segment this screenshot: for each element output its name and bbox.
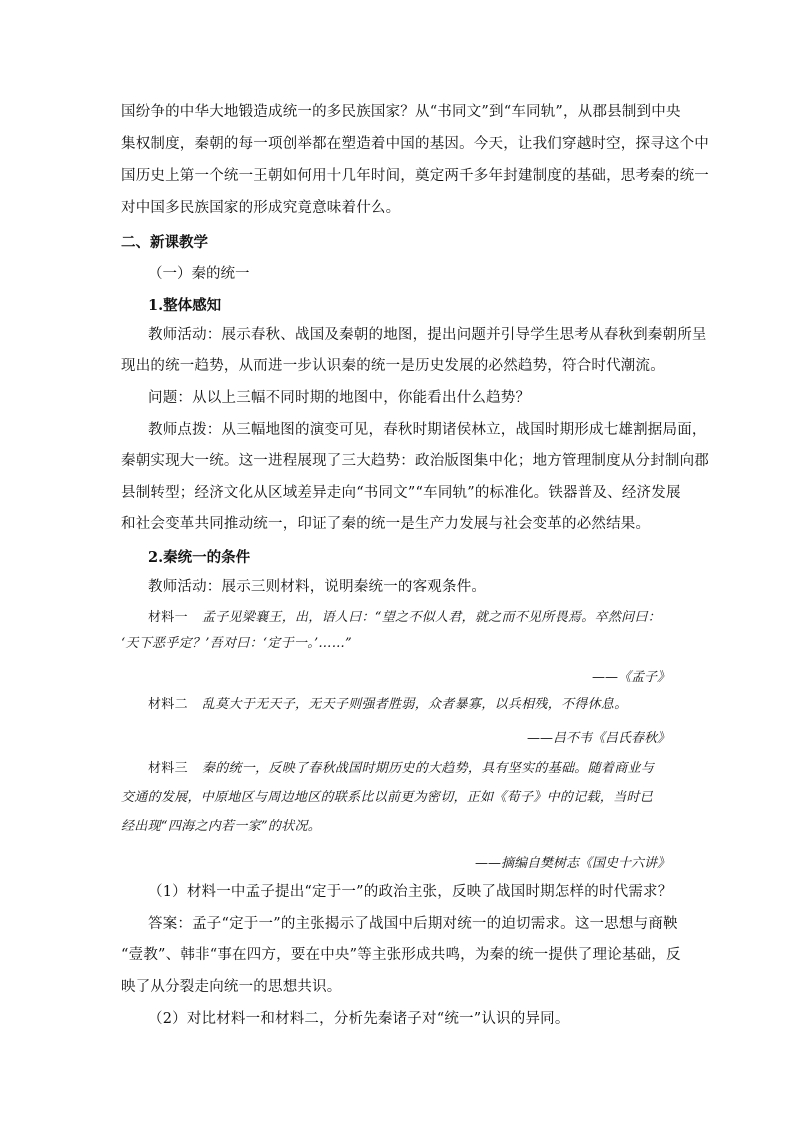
material-3-line-2: 交通的发展，中原地区与周边地区的联系比以前更为密切，正如《荀子》中的记载，当时已 <box>121 790 654 805</box>
material-1-line-2: ‘天下恶乎定？’吾对曰：‘定于一。’……” <box>121 636 352 651</box>
material-1-source: ——《孟子》 <box>591 670 670 685</box>
part-1-title: 1.整体感知 <box>148 297 222 314</box>
material-2-source: ——吕不韦《吕氏春秋》 <box>526 731 670 746</box>
material-1-line-1 <box>148 609 661 627</box>
material-3-line-3: 经出现“四海之内若一家”的状况。 <box>121 819 322 834</box>
question-2: （1）材料一中孟子提出“定于一”的政治主张，反映了战国时期怎样的时代需求？ <box>148 884 673 900</box>
teacher-activity-2: 教师活动：展示三则材料，说明秦统一的客观条件。 <box>148 579 487 595</box>
question-3: （2）对比材料一和材料二，分析先秦诸子对“统一”认识的异同。 <box>148 1011 570 1027</box>
material-1-text-1: 孟子见梁襄王，出，语人曰：“望之不似人君，就之而不见所畏焉。卒然问曰： <box>201 610 662 625</box>
material-3-line-1 <box>148 760 654 778</box>
teacher-guide-line-4: 和社会变革共同推动统一，印证了秦的统一是生产力发展与社会变革的必然结果。 <box>121 516 651 532</box>
answer-2-line-1: 答案：孟子“定于一”的主张揭示了战国中后期对统一的迫切需求。这一思想与商鞅 <box>148 916 678 932</box>
subsection-title: （一）秦的统一 <box>148 266 250 282</box>
material-3-label: 材料三 <box>148 761 188 776</box>
teacher-activity-1-line-1: 教师活动：展示春秋、战国及秦朝的地图，提出问题并引导学生思考从春秋到秦朝所呈 <box>148 327 707 343</box>
teacher-guide-line-2: 秦朝实现大一统。这一进程展现了三大趋势：政治版图集中化；地方管理制度从分封制向郡 <box>121 453 709 469</box>
question-1: 问题：从以上三幅不同时期的地图中，你能看出什么趋势？ <box>148 390 531 406</box>
material-3-source: ——摘编自樊树志《国史十六讲》 <box>474 856 670 871</box>
material-2-label: 材料二 <box>148 697 188 712</box>
intro-line-1: 国纷争的中华大地锻造成统一的多民族国家？从“书同文”到“车同轨”，从郡县制到中央 <box>121 104 681 120</box>
material-2-text: 乱莫大于无天子，无天子则强者胜弱，众者暴寡，以兵相残，不得休息。 <box>201 697 628 712</box>
intro-line-3: 国历史上第一个统一王朝如何用十几年时间，奠定两千多年封建制度的基础，思考秦的统一 <box>121 168 709 184</box>
answer-2-line-2: “壹教”、韩非“事在四方，要在中央”等主张形成共鸣，为秦的统一提供了理论基础，反 <box>121 947 681 963</box>
intro-line-4: 对中国多民族国家的形成究竟意味着什么。 <box>121 200 401 216</box>
material-1-label: 材料一 <box>148 610 188 625</box>
material-3-text-1: 秦的统一，反映了春秋战国时期历史的大趋势，具有坚实的基础。随着商业与 <box>201 761 655 776</box>
teacher-activity-1-line-2: 现出的统一趋势，从而进一步认识秦的统一是历史发展的必然趋势，符合时代潮流。 <box>121 358 665 374</box>
answer-2-line-3: 映了从分裂走向统一的思想共识。 <box>121 979 342 995</box>
section-heading: 二、新课教学 <box>121 234 208 251</box>
intro-line-2: 集权制度，秦朝的每一项创举都在塑造着中国的基因。今天，让我们穿越时空，探寻这个中 <box>121 136 709 152</box>
teacher-guide-line-3: 县制转型；经济文化从区域差异走向“书同文”“车同轨”的标准化。铁器普及、经济发展 <box>121 485 681 501</box>
part-2-title: 2.秦统一的条件 <box>148 549 251 566</box>
material-2-line <box>148 696 628 714</box>
teacher-guide-line-1: 教师点拨：从三幅地图的演变可见，春秋时期诸侯林立，战国时期形成七雄割据局面， <box>148 422 707 438</box>
